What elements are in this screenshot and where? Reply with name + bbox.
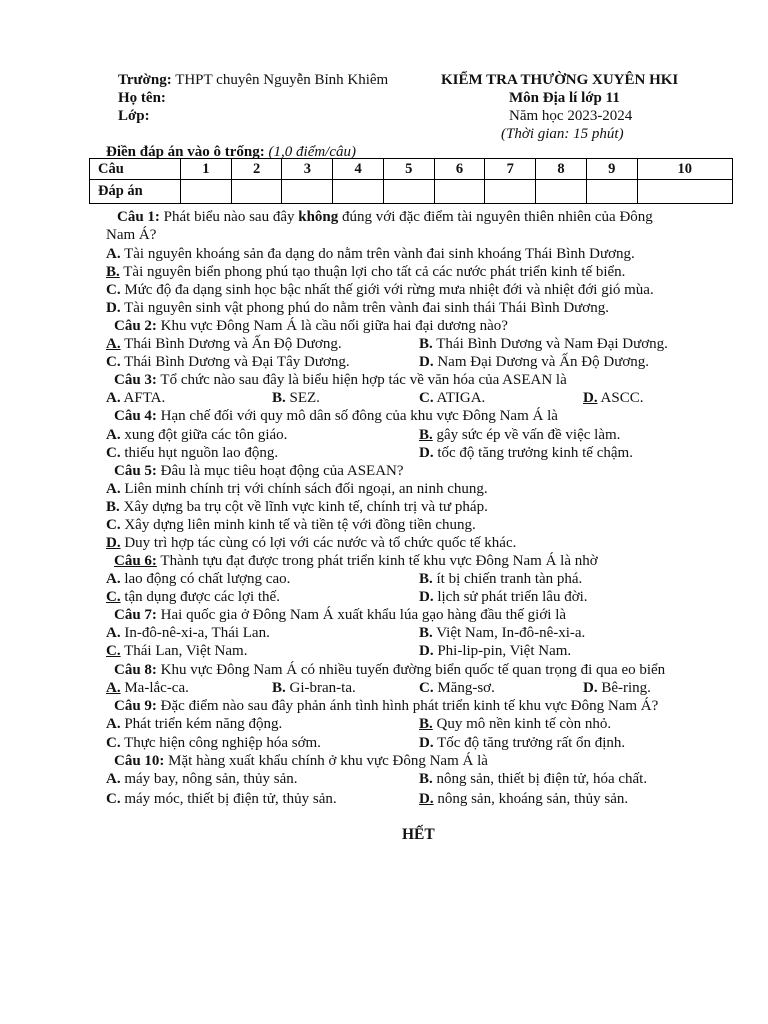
col-4: 4 — [333, 159, 384, 180]
q3-option-c: C. ATIGA. — [419, 390, 486, 406]
col-8: 8 — [536, 159, 587, 180]
q8-option-a: A. Ma-lắc-ca. — [106, 680, 189, 696]
q7-option-a: A. In-đô-nê-xi-a, Thái Lan. — [106, 625, 270, 641]
q4-option-d: D. tốc độ tăng trưởng kinh tế chậm. — [419, 445, 633, 461]
question-7: Câu 7: Hai quốc gia ở Đông Nam Á xuất khẩu lúa gạo hàng đầu thế giới là — [114, 607, 567, 623]
q6-option-d: D. lịch sử phát triển lâu đời. — [419, 589, 588, 605]
col-1: 1 — [181, 159, 232, 180]
q9-option-c: C. Thực hiện công nghiệp hóa sớm. — [106, 735, 321, 751]
q8-option-c: C. Măng-sơ. — [419, 680, 495, 696]
instruction: Điền đáp án vào ô trống: (1,0 điểm/câu) — [106, 144, 357, 160]
q1-option-c: C. Mức độ đa dạng sinh học bậc nhất thế giới với rừng mưa nhiệt đới và nhiệt đới gió mùa. — [106, 282, 654, 298]
q10-option-b: B. nông sản, thiết bị điện tử, hóa chất. — [419, 771, 648, 787]
answer-cell[interactable] — [485, 180, 536, 204]
q1-option-b: B. Tài nguyên biển phong phú tạo thuận lợi cho tất cả các nước phát triển kinh tế biển. — [106, 264, 626, 280]
q5-option-c: C. Xây dựng liên minh kinh tế và tiền tệ với đồng tiền chung. — [106, 517, 476, 533]
col-5: 5 — [383, 159, 434, 180]
q1-option-d: D. Tài nguyên sinh vật phong phú do nằm trên vành đai sinh thái Thái Bình Dương. — [106, 300, 609, 316]
question-1-cont: Nam Á? — [106, 227, 157, 243]
col-7: 7 — [485, 159, 536, 180]
q9-option-a: A. Phát triển kém năng động. — [106, 716, 283, 732]
answer-table-header-row — [90, 159, 733, 180]
q7-option-c: C. Thái Lan, Việt Nam. — [106, 643, 248, 659]
q7-option-b: B. Việt Nam, In-đô-nê-xi-a. — [419, 625, 586, 641]
q6-option-a: A. lao động có chất lượng cao. — [106, 571, 291, 587]
q4-option-a: A. xung đột giữa các tôn giáo. — [106, 427, 288, 443]
question-9: Câu 9: Đặc điểm nào sau đây phản ánh tình hình phát triển kinh tế khu vực Đông Nam Á? — [114, 698, 659, 714]
subject: Môn Địa lí lớp 11 — [509, 90, 620, 106]
school-year: Năm học 2023-2024 — [509, 108, 633, 124]
answer-cell[interactable] — [637, 180, 732, 204]
answer-cell[interactable] — [333, 180, 384, 204]
question-4: Câu 4: Hạn chế đối với quy mô dân số đông của khu vực Đông Nam Á là — [114, 408, 558, 424]
question-6: Câu 6: Thành tựu đạt được trong phát triển kinh tế khu vực Đông Nam Á là nhờ — [114, 553, 598, 569]
answer-cell[interactable] — [383, 180, 434, 204]
col-10: 10 — [637, 159, 732, 180]
q3-option-d: D. ASCC. — [583, 390, 644, 406]
q2-option-a: A. Thái Bình Dương và Ấn Độ Dương. — [106, 336, 342, 352]
q6-option-c: C. tận dụng được các lợi thế. — [106, 589, 280, 605]
q2-option-d: D. Nam Đại Dương và Ấn Độ Dương. — [419, 354, 650, 370]
q3-option-a: A. AFTA. — [106, 390, 166, 406]
answer-table — [89, 158, 733, 204]
q8-option-b: B. Gi-bran-ta. — [272, 680, 356, 696]
answer-cell[interactable] — [181, 180, 232, 204]
q9-option-d: D. Tốc độ tăng trưởng rất ổn định. — [419, 735, 626, 751]
exam-title: KIỂM TRA THƯỜNG XUYÊN HKI — [441, 72, 679, 88]
answer-cell[interactable] — [434, 180, 485, 204]
time-limit: (Thời gian: 15 phút) — [501, 126, 624, 142]
question-5: Câu 5: Đâu là mục tiêu hoạt động của ASEAN? — [114, 463, 404, 479]
col-9: 9 — [586, 159, 637, 180]
question-2: Câu 2: Khu vực Đông Nam Á là cầu nối giữa hai đại dương nào? — [114, 318, 508, 334]
q1-option-a: A. Tài nguyên khoáng sản đa dạng do nằm trên vành đai sinh khoáng Thái Bình Dương. — [106, 246, 635, 262]
answer-cell[interactable] — [231, 180, 282, 204]
col-label-cau: Câu — [90, 159, 181, 180]
answer-table-answer-row — [90, 180, 733, 204]
class-label: Lớp: — [118, 108, 150, 124]
question-8: Câu 8: Khu vực Đông Nam Á có nhiều tuyến đường biển quốc tế quan trọng đi qua eo biển — [114, 662, 666, 678]
q10-option-c: C. máy móc, thiết bị điện tử, thủy sản. — [106, 791, 337, 807]
q5-option-d: D. Duy trì hợp tác cùng có lợi với các nước và tổ chức quốc tế khác. — [106, 535, 517, 551]
q2-option-c: C. Thái Bình Dương và Đại Tây Dương. — [106, 354, 350, 370]
answer-cell[interactable] — [586, 180, 637, 204]
col-3: 3 — [282, 159, 333, 180]
school-line: Trường: THPT chuyên Nguyễn Bỉnh Khiêm — [118, 72, 389, 88]
col-2: 2 — [231, 159, 282, 180]
q10-option-a: A. máy bay, nông sản, thủy sản. — [106, 771, 298, 787]
q4-option-b: B. gây sức ép về vấn đề việc làm. — [419, 427, 621, 443]
col-6: 6 — [434, 159, 485, 180]
name-label: Họ tên: — [118, 90, 166, 106]
question-1: Câu 1: Phát biểu nào sau đây không đúng với đặc điểm tài nguyên thiên nhiên của Đông — [117, 209, 653, 225]
q3-option-b: B. SEZ. — [272, 390, 320, 406]
row-label-dap-an: Đáp án — [90, 180, 181, 204]
q10-option-d: D. nông sản, khoáng sản, thủy sản. — [419, 791, 629, 807]
q7-option-d: D. Phi-lip-pin, Việt Nam. — [419, 643, 572, 659]
q5-option-a: A. Liên minh chính trị với chính sách đối ngoại, an ninh chung. — [106, 481, 488, 497]
q6-option-b: B. ít bị chiến tranh tàn phá. — [419, 571, 583, 587]
question-3: Câu 3: Tổ chức nào sau đây là biểu hiện hợp tác về văn hóa của ASEAN là — [114, 372, 567, 388]
q2-option-b: B. Thái Bình Dương và Nam Đại Dương. — [419, 336, 668, 352]
q9-option-b: B. Quy mô nền kinh tế còn nhỏ. — [419, 716, 612, 732]
answer-cell[interactable] — [282, 180, 333, 204]
question-10: Câu 10: Mặt hàng xuất khẩu chính ở khu vực Đông Nam Á là — [114, 753, 488, 769]
answer-cell[interactable] — [536, 180, 587, 204]
q5-option-b: B. Xây dựng ba trụ cột về lĩnh vực kinh tế, chính trị và tư pháp. — [106, 499, 488, 515]
q8-option-d: D. Bê-ring. — [583, 680, 651, 696]
end-marker: HẾT — [402, 826, 435, 843]
q4-option-c: C. thiếu hụt nguồn lao động. — [106, 445, 279, 461]
